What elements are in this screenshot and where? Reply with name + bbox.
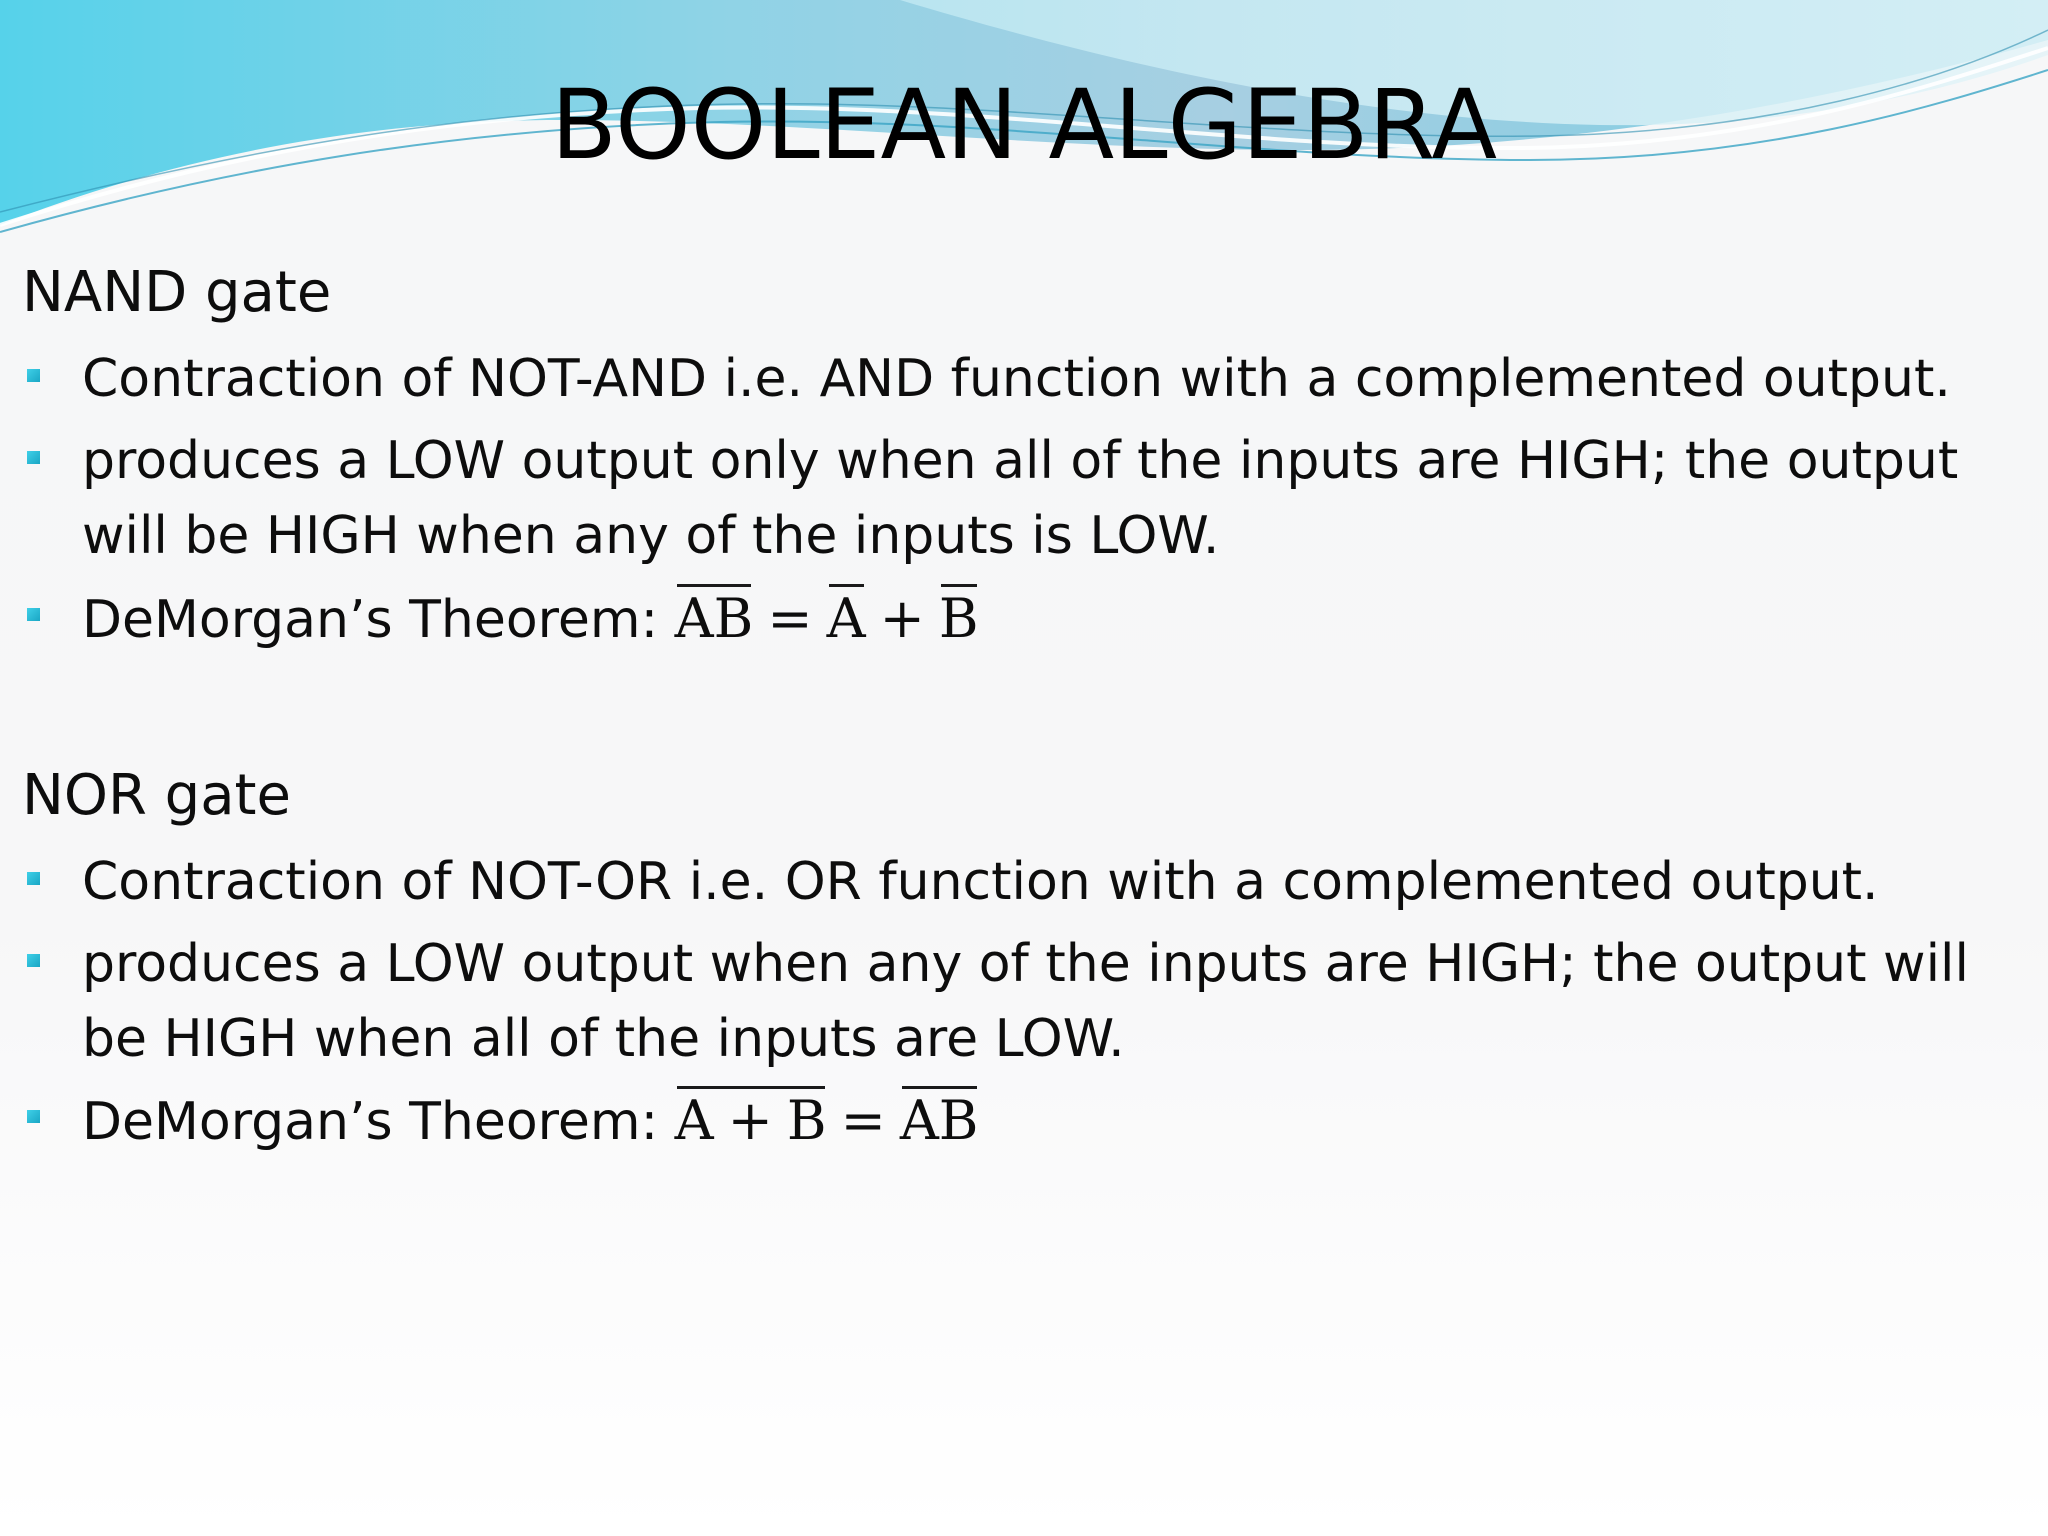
nor-theorem-lhs-b: B (786, 1089, 827, 1152)
nor-theorem-formula (675, 1089, 979, 1152)
square-bullet-icon (27, 608, 40, 621)
nor-theorem-label: DeMorgan’s Theorem: (82, 1092, 659, 1152)
nand-theorem-formula (675, 587, 979, 650)
nor-theorem-plus: + (727, 1089, 773, 1152)
nand-theorem-label: DeMorgan’s Theorem: (82, 590, 659, 650)
nand-theorem-rhs-b: B (939, 581, 979, 656)
nand-bullet-theorem (82, 581, 1982, 658)
nor-theorem-lhs (675, 1083, 827, 1158)
nor-bullet-theorem (82, 1083, 1982, 1160)
square-bullet-icon (27, 872, 40, 885)
square-bullet-icon (27, 954, 40, 967)
square-bullet-icon (27, 369, 40, 382)
nand-theorem-equals: = (767, 587, 813, 650)
nand-bullet-2-text: produces a LOW output only when all of the inputs are HIGH; the output will be HIGH when any of the inputs is LOW. (82, 431, 1959, 566)
nor-theorem-rhs: AB (900, 1083, 979, 1158)
nand-bullet-2 (82, 424, 1982, 574)
nor-bullet-1-text: Contraction of NOT-OR i.e. OR function with a complemented output. (82, 852, 1879, 912)
slide-title: BOOLEAN ALGEBRA (551, 69, 1497, 181)
nand-theorem-rhs-a: A (827, 581, 866, 656)
square-bullet-icon (27, 1110, 40, 1123)
nor-bullet-1 (82, 845, 1982, 920)
square-bullet-icon (27, 451, 40, 464)
nand-bullet-1-text: Contraction of NOT-AND i.e. AND function with a complemented output. (82, 349, 1951, 409)
nor-theorem-equals: = (840, 1089, 886, 1152)
nor-bullet-2 (82, 927, 1982, 1077)
nand-theorem-plus: + (879, 587, 925, 650)
nand-bullet-1 (82, 342, 1982, 417)
nor-gate-heading: NOR gate (22, 763, 291, 828)
nor-bullet-2-text: produces a LOW output when any of the inputs are HIGH; the output will be HIGH when all of the inputs are LOW. (82, 934, 1969, 1069)
nand-theorem-lhs: AB (675, 581, 754, 656)
nand-gate-heading: NAND gate (22, 260, 332, 325)
nor-theorem-lhs-a: A (674, 1089, 714, 1152)
